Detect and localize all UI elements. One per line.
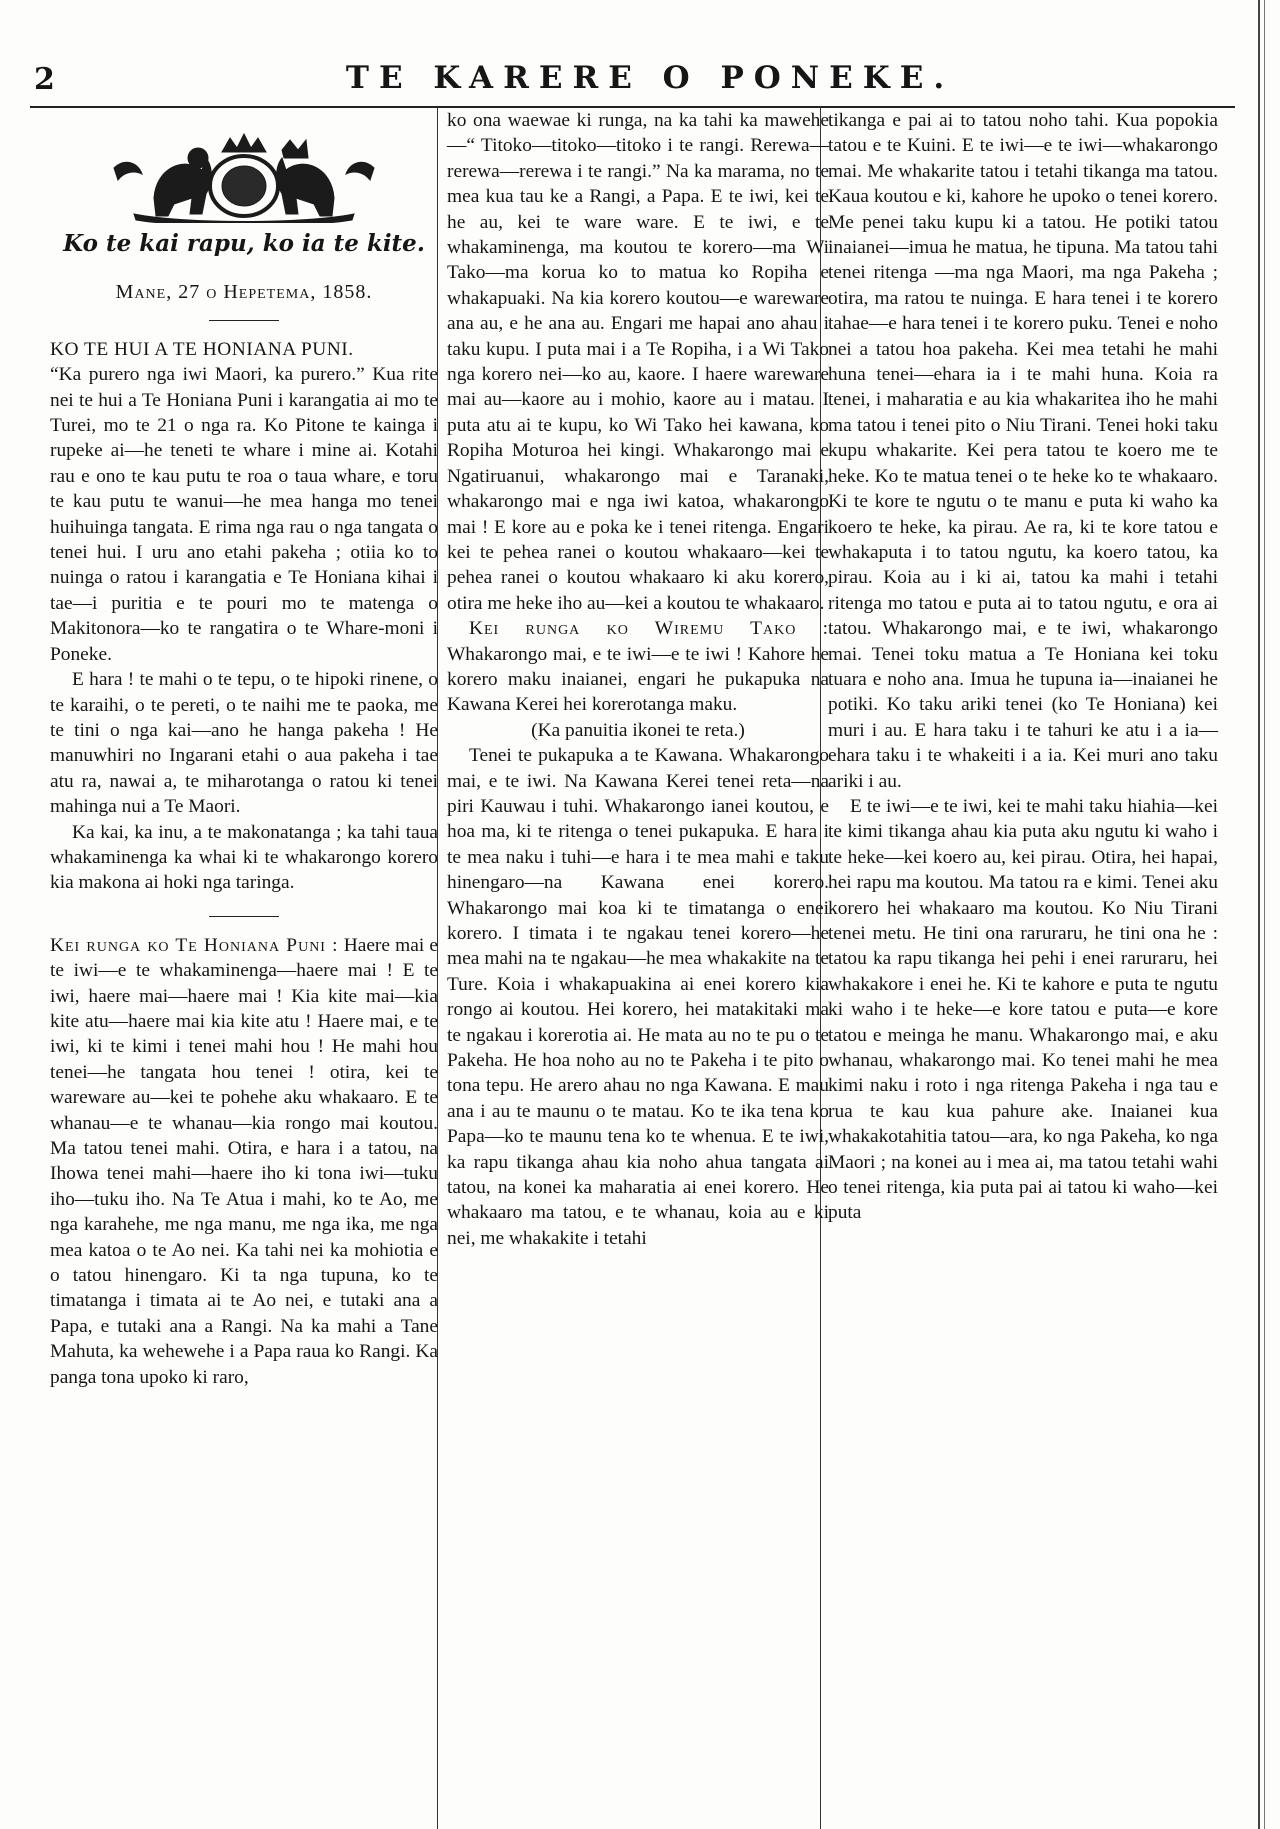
column-2 xyxy=(447,108,829,1251)
section-heading: KO TE HUI A TE HONIANA PUNI. xyxy=(50,338,354,360)
article-paragraph: E hara ! te mahi o te tepu, o te hipoki rinene, o te karaihi, o te pereti, o te naihi me te paoka, me te tini o nga kai—ano he hanga pakeha ! He manuwhiri no Ingarani etahi o aua pakeha i tae atu ra, nawai a, te miharotanga o ratou ki tenei mahinga nui a Te Maori. xyxy=(50,669,438,818)
page-edge-line-2 xyxy=(1264,0,1265,1829)
letter-text: Tenei te pukapuka a te Kawana. Whakarongo mai, e te iwi. Na Kawana Kerei tenei reta—na piri Kauwau i tuhi. Whakarongo ianei koutou, e hoa ma, ki te ritenga o tenei pukapuka. E hara i te mea naku i tuhi—e hara i te mea mahi e taku hinengaro—na Kawana enei korero. Whakarongo mai koa ki te timatanga o enei korero. I timata i te ngakau tenei korero—he mea mahi na te ngakau—he mea whakakite na te Ture. Koia i whakapuakina ai enei korero kia rongo ai koutou. Hei korero, hei matakitaki ma te ngakau i korerotia ai. He mata au no te pu o te Pakeha. He hoa noho au no te Pakeha i te pito o tona tepu. He arero ahau no nga Kawana. E mau ana i au te maunu o te matau. Ko te ika tena ko Papa—ko te maunu tena ko te whenua. E te iwi, ka rapu tikanga ahau kia noho ahua tangata ai tatou, na konei ka maharatia ai enei korero. He whakaaro ma tatou, e te whanau, koia au e ki nei, me whakakite i tetahi xyxy=(447,745,829,1249)
article-paragraph: ko ona waewae ki runga, na ka tahi ka mawehe—“ Titoko—titoko—titoko i te rangi. Rerewa—rerewa—rerewa i te rangi.” Na ka marama, no te mea kua tau ke a Rangi, a Papa. E te iwi, kei te he au, kei te ware ware. E te iwi, e te whakaminenga, ma koutou te korero—ma Wi Tako—ma korua ko to matua ko Ropiha e whakapuaki. Na kia korero koutou—e wareware ana au, e he ana au. Engari me hapai ano ahau i taku kupu. I puta mai i a Te Ropiha, i a Wi Tako nga korero nei—ko au, kaore. I haere wareware mai au—kaore au i mohio, kaore au i matau. I puta atu ai te kupu, ko Wi Tako hei kawana, ko Ropiha Moturoa hei kingi. Whakarongo mai e Ngatiruanui, whakarongo mai e Taranaki, whakarongo mai e nga iwi katoa, whakarongo mai ! E kore au e poka ke i tenei ritenga. Engari kei te pehea ranei o koutou whakaaro—kei te pehea ranei o koutou whakaaro ki aku korero, otira me heke iho au—kei a koutou te whakaaro. xyxy=(447,110,829,614)
section-divider xyxy=(209,320,279,321)
article-paragraph: “Ka purero nga iwi Maori, ka purero.” Kua rite nei te hui a Te Honiana Puni i karangatia ai mo te Turei, mo te 21 o nga ra. Ko Pitone te kainga i rupeke ai—he teneti te whare i mine ai. Kotahi rau e ono te kau putu te roa o taua whare, e toru te kau putu te wanui—he mea hanga mo tenei huihuinga tangata. E rima nga rau o nga tangata o tenei hui. I uru ano etahi pakeha ; otiia ko to nuinga o ratou i karangatia e Te Honiana kihai i tae—i puritia e te pouri mo te matenga o Makitonora—ko te rangatira o te Whare-moni i Poneke. xyxy=(50,364,438,665)
column-3 xyxy=(828,108,1218,1226)
page-edge-line xyxy=(1258,0,1260,1829)
article-paragraph: Ka kai, ka inu, a te makonatanga ; ka tahi taua whakaminenga ka whai ki te whakarongo korero kia makona ai hoki nga taringa. xyxy=(50,821,438,894)
dateline: Mane, 27 o Hepetema, 1858. xyxy=(115,281,373,304)
speaker-name: Kei runga ko Wiremu Tako : xyxy=(469,618,829,640)
speech-paragraph xyxy=(447,616,829,718)
section-divider xyxy=(209,916,279,917)
editorial-note: (Ka panuitia ikonei te reta.) xyxy=(531,719,745,741)
speaker-name: Kei runga ko Te Honiana Puni : xyxy=(50,934,339,956)
speech-text: Haere mai e te iwi—e te whakaminenga—haere mai ! E te iwi, haere mai—haere mai ! Kia kite mai—kia kite atu—haere mai kia kite atu ! Haere mai, e te iwi, ki te kimi i tenei mahi hou ! He mahi hou tenei—he tangata hou tenei ! otira, kei te wareware au—kei te pohehe aku whakaaro. E te whanau—e te whanau—kia rongo mai koutou. Ma tatou tenei mahi. Otira, e hara i a tatou, na Ihowa tenei mahi—haere iho ki tona iwi—tuku iho—tuku iho. Na Te Atua i mahi, ko te Ao, me nga karahehe, me nga manu, me nga ika, me nga mea katoa o te Ao nei. Ka tahi nei ka mohiotia e o tatou hinengaro. Ki ta nga tupuna, ko te timatanga i timata ai te Ao nei, e tutaki ana a Papa, e tutaki ana a Rangi. Na ka mahi a Tane Mahuta, ka wehewehe i a Papa raua ko Rangi. Ka panga tona upoko ki raro, xyxy=(50,934,438,1388)
article-paragraph: tikanga e pai ai to tatou noho tahi. Kua popokia tatou e te Kuini. E te iwi—e te iwi—whakarongo mai. Me whakarite tatou i tetahi tikanga ma tatou. Kaua koutou e ki, kahore he upoko o tenei korero. Me penei taku kupu ki a tatou. He potiki tatou inaianei—imua he matua, he tipuna. Ma tatou tahi tenei ritenga —ma nga Maori, ma nga Pakeha ; otira, ma ratou te nuinga. E hara tenei i te korero tahae—e hara tenei i te korero puku. Tenei e noho nei a tatou hoa pakeha. Kei mea tetahi he mahi huna tenei—ehara ia i te mahi huna. Koia ra tenei, i maharatia e au kia whakaritea iho he mahi ma tatou i tenei pito o Niu Tirani. Tenei hoki taku kupu whakarite. Kei pera tatou te koero me te heke. Ko te matua tenei o te heke ko te whakaaro. Ki te kore te ngutu o te manu e puta ki waho ka koero te heke, ka pirau. Ae ra, ki te kore tatou e whakaputa i to tatou ngutu, ka koero tatou, ka pirau. Koia au i ki ai, tatou ka mahi i tetahi ritenga mo tatou e puta ai to tatou ngutu, e ora ai tatou. Whakarongo mai, e te iwi, whakarongo mai. Tenei toku matua a Te Honiana kei toku tuara e noho ana. Imua he tupuna ia—inaianei he potiki. Ko taku ariki tenei (ko Te Honiana) kei muri i au. E hara taku i te tahuri ke atu i a ia—ehara taku i te whakeiti i a ia. Kei muri ano taku ariki i au. xyxy=(828,110,1218,792)
column-1 xyxy=(50,118,438,1390)
masthead-title: TE KARERE O PONEKE. xyxy=(345,60,955,96)
royal-crest-emblem xyxy=(94,128,394,223)
speech-text: Whakarongo mai, e te iwi—e te iwi ! Kahore he korero maku inaianei, engari he pukapuka na Kawana Kerei hei korerotanga maku. xyxy=(447,643,829,716)
editorial-title: Ko te kai rapu, ko ia te kite. xyxy=(63,230,425,257)
speech-paragraph xyxy=(50,933,438,1390)
article-paragraph: E te iwi—e te iwi, kei te mahi taku hiahia—kei te kimi tikanga ahau kia puta aku ngutu ki waho i te heke—kei koero au, kei pirau. Otira, hei hapai, hei rapu ma koutou. Ma tatou ra e kimi. Tenei aku korero hei whakaaro ma koutou. Ko Niu Tirani tenei metu. He tini ona raruraru, he tini ona he : tatou ka rapu tikanga hei pehi i enei raruraru, hei whakakore i enei he. Ki te kahore e puta te ngutu ki waho i te heke—e kore tatou e puta—e kore tatou e meinga he manu. Whakarongo mai, e aku whanau, whakarongo mai. Ko tenei mahi he mea kimi naku i roto i nga ritenga Pakeha i nga tau e rua te kau kua pahure ake. Inaianei kua whakakotahitia tatou—ara, ko nga Pakeha, ko nga Maori ; na konei au i mea ai, ma tatou tetahi wahi o tenei ritenga, kia puta pai ai tatou ki waho—kei puta xyxy=(828,795,1218,1224)
page-number: 2 xyxy=(34,62,55,97)
